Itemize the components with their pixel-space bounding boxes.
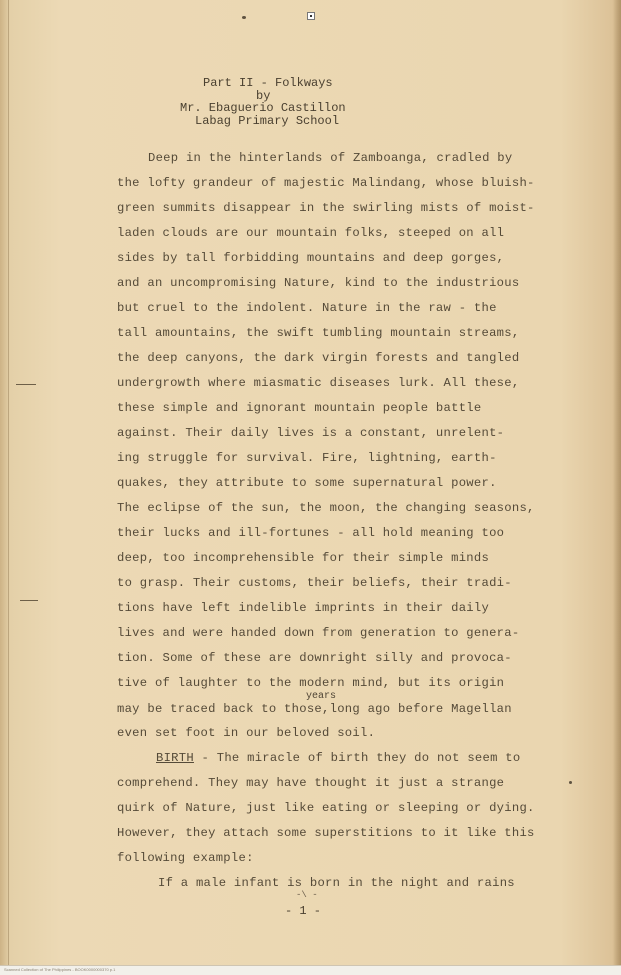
text-line: quakes, they attribute to some supernatural power. [117, 476, 497, 490]
birth-line [156, 751, 521, 766]
page-number: - 1 - [285, 904, 322, 918]
text-line: undergrowth where miasmatic diseases lurk. All these, [117, 376, 520, 390]
school-name: Labag Primary School [195, 114, 340, 128]
pencil-mark: -\ - [296, 890, 318, 900]
text-line: to grasp. Their customs, their beliefs, their tradi- [117, 576, 512, 590]
text-line: ing struggle for survival. Fire, lightning, earth- [117, 451, 497, 465]
text-line: comprehend. They may have thought it just a strange [117, 776, 505, 790]
inserted-word: years [306, 691, 337, 702]
text-line: but cruel to the indolent. Nature in the raw - the [117, 301, 497, 315]
margin-tick [16, 384, 36, 385]
text-line: quirk of Nature, just like eating or sleeping or dying. [117, 801, 535, 815]
text-line: the deep canyons, the dark virgin forests and tangled [117, 351, 520, 365]
text-line: Deep in the hinterlands of Zamboanga, cradled by [148, 151, 513, 165]
ink-speck [569, 781, 572, 784]
text-line: If a male infant is born in the night and rains [158, 876, 515, 890]
text-line: green summits disappear in the swirling mists of moist- [117, 201, 535, 215]
text-line: - The miracle of birth they do not seem to [193, 751, 521, 765]
text-line: However, they attach some superstitions to it like this [117, 826, 535, 840]
text-line: tive of laughter to the modern mind, but its origin [117, 676, 505, 690]
text-line: following example: [117, 851, 254, 865]
text-line: lives and were handed down from generation to genera- [117, 626, 520, 640]
scan-footer-strip [0, 965, 621, 975]
byline-by: by [256, 89, 271, 103]
part-title: Part II - Folkways [203, 76, 333, 90]
text-line: tion. Some of these are downright silly and provoca- [117, 651, 512, 665]
binding-gutter-line [8, 0, 9, 975]
page-right-edge [613, 0, 621, 975]
text-line: even set foot in our beloved soil. [117, 726, 376, 740]
birth-heading: BIRTH [156, 751, 194, 765]
margin-tick [20, 600, 38, 601]
ink-speck [242, 16, 246, 19]
text-line: these simple and ignorant mountain people battle [117, 401, 482, 415]
text-line: their lucks and ill-fortunes - all hold meaning too [117, 526, 505, 540]
text-line: The eclipse of the sun, the moon, the changing seasons, [117, 501, 535, 515]
text-line: laden clouds are our mountain folks, steeped on all [117, 226, 505, 240]
scan-footer-text: Scanned Collection of The Philippines - BOOK0000000370 p.1 [4, 967, 116, 972]
text-line: tall amountains, the swift tumbling mountain streams, [117, 326, 520, 340]
text-line: sides by tall forbidding mountains and deep gorges, [117, 251, 505, 265]
staple-mark-icon [307, 12, 315, 20]
text-line: against. Their daily lives is a constant, unrelent- [117, 426, 505, 440]
text-line: deep, too incomprehensible for their simple minds [117, 551, 490, 565]
text-line: tions have left indelible imprints in their daily [117, 601, 490, 615]
author-name: Mr. Ebaguerio Castillon [180, 101, 346, 115]
text-line: and an uncompromising Nature, kind to the industrious [117, 276, 520, 290]
text-line: the lofty grandeur of majestic Malindang, whose bluish- [117, 176, 535, 190]
text-line: may be traced back to those,long ago before Magellan [117, 702, 512, 716]
